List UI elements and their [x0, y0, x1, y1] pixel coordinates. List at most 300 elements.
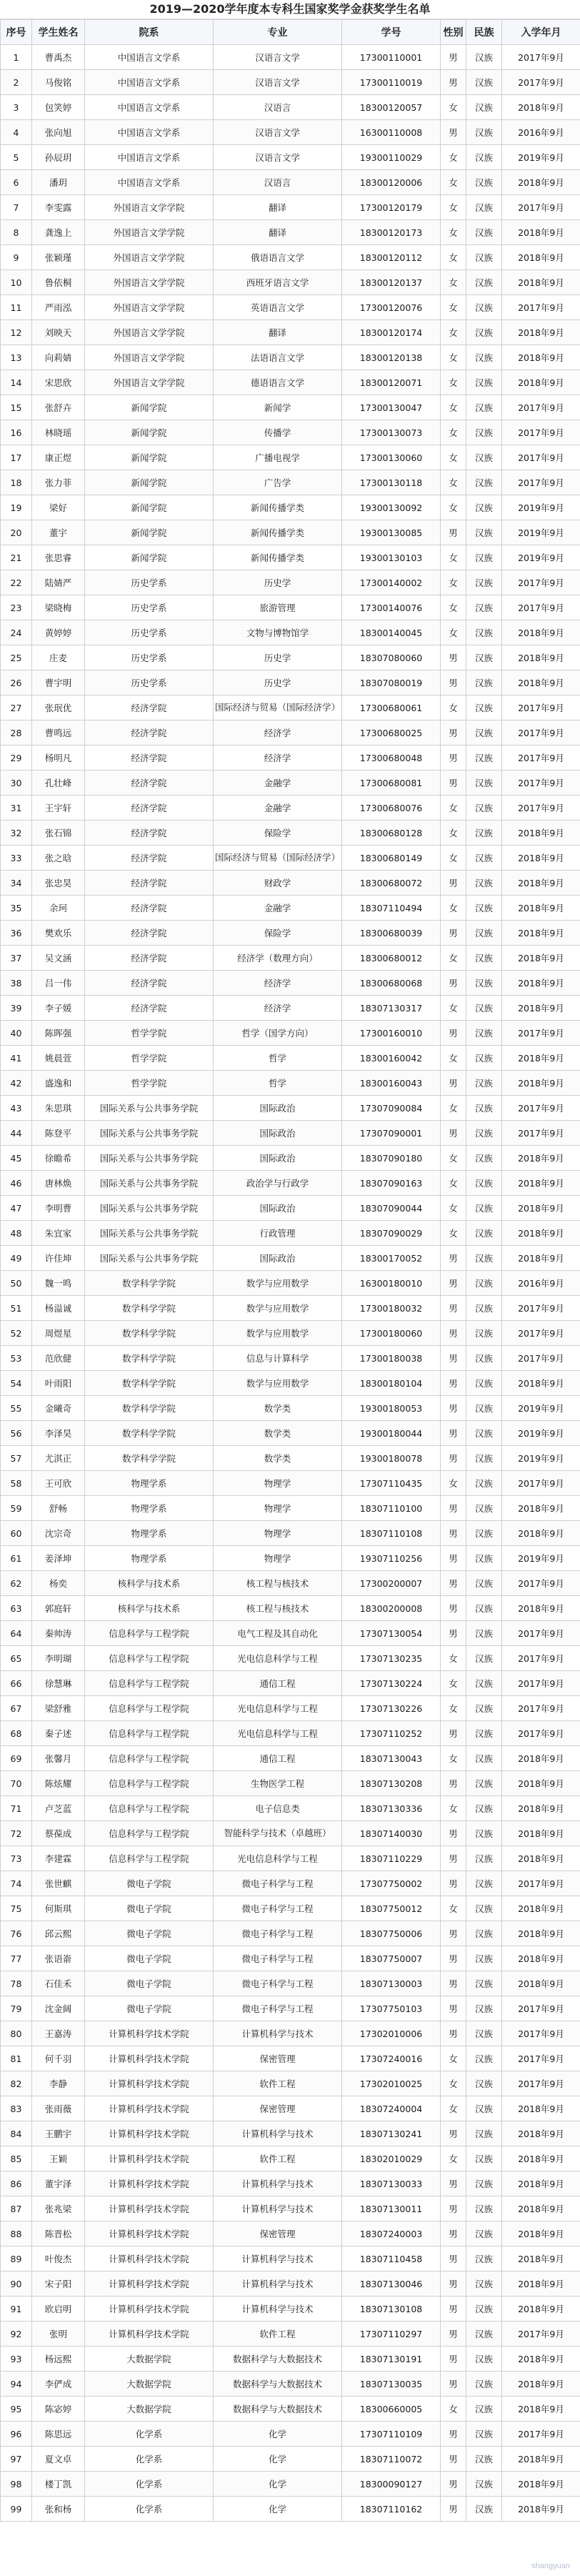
cell-major: 数学与应用数学: [214, 1296, 342, 1321]
cell-enrollment: 2018年9月: [502, 370, 580, 395]
cell-student-id: 18307110100: [342, 1496, 441, 1521]
cell-name: 张世麒: [32, 1871, 85, 1896]
cell-name: 孔壮峰: [32, 771, 85, 796]
cell-student-id: 19300110029: [342, 145, 441, 170]
cell-enrollment: 2018年9月: [502, 620, 580, 645]
cell-major: 广告学: [214, 470, 342, 495]
cell-name: 叶俊杰: [32, 2246, 85, 2272]
table-row: [1, 1496, 580, 1521]
cell-index: 49: [1, 1246, 32, 1271]
cell-department: 信息科学与工程学院: [85, 1796, 214, 1821]
cell-name: 曹鸣远: [32, 720, 85, 745]
cell-student-id: 18307750012: [342, 1896, 441, 1921]
cell-ethnicity: 汉族: [466, 1071, 502, 1096]
table-row: [1, 1671, 580, 1696]
cell-department: 外国语言文学学院: [85, 345, 214, 370]
cell-name: 张之晗: [32, 846, 85, 871]
cell-index: 39: [1, 996, 32, 1021]
cell-index: 38: [1, 971, 32, 996]
cell-department: 信息科学与工程学院: [85, 1746, 214, 1771]
cell-name: 秦子述: [32, 1721, 85, 1746]
cell-index: 36: [1, 921, 32, 946]
cell-department: 中国语言文学系: [85, 120, 214, 145]
cell-enrollment: 2017年9月: [502, 445, 580, 470]
cell-ethnicity: 汉族: [466, 2171, 502, 2196]
cell-student-id: 17307110435: [342, 1471, 441, 1496]
cell-ethnicity: 汉族: [466, 2372, 502, 2397]
cell-student-id: 18307130317: [342, 996, 441, 1021]
cell-name: 庄麦: [32, 645, 85, 670]
cell-name: 吴文涵: [32, 946, 85, 971]
cell-student-id: 18302010029: [342, 2146, 441, 2171]
cell-student-id: 19300130092: [342, 495, 441, 520]
cell-major: 保密管理: [214, 2096, 342, 2121]
table-row: [1, 2221, 580, 2246]
cell-major: 数学类: [214, 1446, 342, 1471]
cell-department: 国际关系与公共事务学院: [85, 1246, 214, 1271]
table-row: [1, 95, 580, 120]
cell-index: 61: [1, 1546, 32, 1571]
cell-major: 行政管理: [214, 1221, 342, 1246]
cell-enrollment: 2017年9月: [502, 2322, 580, 2347]
table-row: [1, 821, 580, 846]
cell-major: 文物与博物馆学: [214, 620, 342, 645]
cell-major: 金融学: [214, 796, 342, 821]
cell-major: 国际政治: [214, 1146, 342, 1171]
cell-department: 核科学与技术系: [85, 1571, 214, 1596]
table-row: [1, 220, 580, 245]
col-header-name: 学生姓名: [32, 20, 85, 45]
cell-department: 计算机科学技术学院: [85, 2322, 214, 2347]
cell-ethnicity: 汉族: [466, 420, 502, 445]
cell-student-id: 17307240016: [342, 2046, 441, 2071]
cell-name: 王鹏宇: [32, 2121, 85, 2146]
cell-department: 新闻学院: [85, 395, 214, 420]
cell-major: 光电信息科学与工程: [214, 1721, 342, 1746]
table-row: [1, 2322, 580, 2347]
table-row: [1, 1746, 580, 1771]
cell-gender: 女: [441, 695, 466, 720]
cell-enrollment: 2019年9月: [502, 1446, 580, 1471]
cell-student-id: 17307130235: [342, 1646, 441, 1671]
cell-name: 张力菲: [32, 470, 85, 495]
cell-major: 历史学: [214, 570, 342, 595]
cell-index: 67: [1, 1696, 32, 1721]
cell-department: 哲学学院: [85, 1046, 214, 1071]
cell-gender: 女: [441, 946, 466, 971]
cell-gender: 男: [441, 1121, 466, 1146]
cell-major: 汉语言文学: [214, 120, 342, 145]
cell-name: 张和杨: [32, 2497, 85, 2522]
cell-name: 王嘉涛: [32, 2021, 85, 2046]
cell-index: 93: [1, 2347, 32, 2372]
cell-index: 50: [1, 1271, 32, 1296]
cell-department: 新闻学院: [85, 520, 214, 545]
table-row: [1, 1196, 580, 1221]
table-row: [1, 1771, 580, 1796]
cell-enrollment: 2018年9月: [502, 245, 580, 270]
cell-gender: 男: [441, 2372, 466, 2397]
cell-enrollment: 2018年9月: [502, 1971, 580, 1996]
cell-student-id: 18307130336: [342, 1796, 441, 1821]
cell-enrollment: 2018年9月: [502, 270, 580, 295]
cell-name: 宋子阳: [32, 2272, 85, 2297]
cell-gender: 女: [441, 1671, 466, 1696]
cell-department: 经济学院: [85, 846, 214, 871]
cell-enrollment: 2018年9月: [502, 2397, 580, 2422]
cell-ethnicity: 汉族: [466, 695, 502, 720]
cell-major: 汉语言: [214, 170, 342, 195]
table-row: [1, 1046, 580, 1071]
cell-gender: 男: [441, 70, 466, 95]
cell-name: 叶雨阳: [32, 1371, 85, 1396]
cell-ethnicity: 汉族: [466, 2297, 502, 2322]
cell-enrollment: 2018年9月: [502, 846, 580, 871]
cell-department: 计算机科学技术学院: [85, 2121, 214, 2146]
cell-index: 4: [1, 120, 32, 145]
cell-student-id: 17307090001: [342, 1121, 441, 1146]
cell-index: 21: [1, 545, 32, 570]
table-body: [1, 45, 580, 2522]
cell-major: 通信工程: [214, 1746, 342, 1771]
cell-ethnicity: 汉族: [466, 1471, 502, 1496]
cell-gender: 男: [441, 720, 466, 745]
cell-ethnicity: 汉族: [466, 2347, 502, 2372]
cell-index: 98: [1, 2472, 32, 2497]
cell-student-id: 18300200008: [342, 1596, 441, 1621]
cell-name: 徐慧琳: [32, 1671, 85, 1696]
cell-gender: 女: [441, 1146, 466, 1171]
cell-department: 大数据学院: [85, 2397, 214, 2422]
cell-student-id: 18307140030: [342, 1821, 441, 1846]
cell-enrollment: 2018年9月: [502, 2121, 580, 2146]
table-row: [1, 2021, 580, 2046]
cell-ethnicity: 汉族: [466, 370, 502, 395]
cell-index: 35: [1, 896, 32, 921]
cell-enrollment: 2018年9月: [502, 2196, 580, 2221]
cell-major: 传播学: [214, 420, 342, 445]
cell-student-id: 17307110252: [342, 1721, 441, 1746]
cell-enrollment: 2018年9月: [502, 1146, 580, 1171]
cell-department: 大数据学院: [85, 2372, 214, 2397]
cell-student-id: 17307110109: [342, 2422, 441, 2447]
cell-major: 软件工程: [214, 2146, 342, 2171]
table-row: [1, 1096, 580, 1121]
cell-ethnicity: 汉族: [466, 1046, 502, 1071]
cell-student-id: 18307090180: [342, 1146, 441, 1171]
cell-gender: 女: [441, 445, 466, 470]
cell-name: 梁好: [32, 495, 85, 520]
cell-ethnicity: 汉族: [466, 1871, 502, 1896]
cell-major: 计算机科学与技术: [214, 2171, 342, 2196]
cell-name: 陈思远: [32, 2422, 85, 2447]
cell-department: 新闻学院: [85, 420, 214, 445]
cell-name: 林晓瑶: [32, 420, 85, 445]
table-row: [1, 1371, 580, 1396]
cell-name: 陈晖强: [32, 1021, 85, 1046]
table-row: [1, 2297, 580, 2322]
cell-student-id: 18300660005: [342, 2397, 441, 2422]
cell-ethnicity: 汉族: [466, 1321, 502, 1346]
cell-student-id: 18300680039: [342, 921, 441, 946]
cell-department: 计算机科学技术学院: [85, 2021, 214, 2046]
cell-major: 英语语言文学: [214, 295, 342, 320]
cell-department: 历史学系: [85, 620, 214, 645]
cell-major: 历史学: [214, 670, 342, 695]
cell-enrollment: 2017年9月: [502, 796, 580, 821]
cell-enrollment: 2017年9月: [502, 1871, 580, 1896]
cell-name: 李建霖: [32, 1846, 85, 1871]
cell-enrollment: 2018年9月: [502, 2347, 580, 2372]
cell-student-id: 17300680081: [342, 771, 441, 796]
cell-ethnicity: 汉族: [466, 520, 502, 545]
cell-department: 信息科学与工程学院: [85, 1621, 214, 1646]
cell-ethnicity: 汉族: [466, 1621, 502, 1646]
cell-index: 20: [1, 520, 32, 545]
cell-enrollment: 2018年9月: [502, 1746, 580, 1771]
cell-gender: 男: [441, 971, 466, 996]
cell-major: 国际政治: [214, 1246, 342, 1271]
cell-ethnicity: 汉族: [466, 1996, 502, 2021]
cell-name: 欧启明: [32, 2297, 85, 2322]
cell-department: 国际关系与公共事务学院: [85, 1221, 214, 1246]
cell-major: 保密管理: [214, 2046, 342, 2071]
cell-index: 45: [1, 1146, 32, 1171]
cell-gender: 女: [441, 495, 466, 520]
cell-department: 经济学院: [85, 796, 214, 821]
cell-student-id: 18307110162: [342, 2497, 441, 2522]
cell-student-id: 18307080019: [342, 670, 441, 695]
cell-department: 中国语言文学系: [85, 145, 214, 170]
cell-student-id: 19300130103: [342, 545, 441, 570]
cell-name: 董宇泽: [32, 2171, 85, 2196]
col-header-index: 序号: [1, 20, 32, 45]
cell-name: 邱云熙: [32, 1921, 85, 1946]
table-row: [1, 670, 580, 695]
cell-major: 广播电视学: [214, 445, 342, 470]
cell-enrollment: 2017年9月: [502, 2422, 580, 2447]
cell-gender: 女: [441, 170, 466, 195]
cell-gender: 女: [441, 570, 466, 595]
cell-major: 数据科学与大数据技术: [214, 2372, 342, 2397]
cell-index: 54: [1, 1371, 32, 1396]
cell-ethnicity: 汉族: [466, 1346, 502, 1371]
cell-student-id: 18307110108: [342, 1521, 441, 1546]
cell-name: 杨远熙: [32, 2347, 85, 2372]
cell-index: 51: [1, 1296, 32, 1321]
cell-major: 软件工程: [214, 2322, 342, 2347]
cell-index: 84: [1, 2121, 32, 2146]
cell-student-id: 18300090127: [342, 2472, 441, 2497]
cell-enrollment: 2018年9月: [502, 996, 580, 1021]
cell-index: 89: [1, 2246, 32, 2272]
cell-department: 信息科学与工程学院: [85, 1846, 214, 1871]
cell-department: 经济学院: [85, 695, 214, 720]
cell-ethnicity: 汉族: [466, 1371, 502, 1396]
cell-gender: 男: [441, 2347, 466, 2372]
cell-index: 56: [1, 1421, 32, 1446]
cell-major: 国际经济与贸易（国际经济学）: [214, 695, 342, 720]
cell-ethnicity: 汉族: [466, 771, 502, 796]
cell-enrollment: 2017年9月: [502, 1671, 580, 1696]
cell-student-id: 18307090029: [342, 1221, 441, 1246]
table-row: [1, 946, 580, 971]
cell-ethnicity: 汉族: [466, 570, 502, 595]
cell-name: 李明瑚: [32, 1646, 85, 1671]
cell-gender: 女: [441, 1896, 466, 1921]
cell-name: 龚逸上: [32, 220, 85, 245]
cell-enrollment: 2018年9月: [502, 2096, 580, 2121]
cell-student-id: 18307130108: [342, 2297, 441, 2322]
cell-name: 马俊铭: [32, 70, 85, 95]
cell-gender: 男: [441, 2272, 466, 2297]
cell-enrollment: 2018年9月: [502, 1221, 580, 1246]
table-row: [1, 1621, 580, 1646]
cell-department: 化学系: [85, 2447, 214, 2472]
cell-major: 计算机科学与技术: [214, 2297, 342, 2322]
cell-enrollment: 2017年9月: [502, 2046, 580, 2071]
cell-gender: 男: [441, 670, 466, 695]
table-row: [1, 1871, 580, 1896]
cell-index: 71: [1, 1796, 32, 1821]
cell-index: 6: [1, 170, 32, 195]
table-row: [1, 1946, 580, 1971]
cell-name: 范欣健: [32, 1346, 85, 1371]
cell-enrollment: 2018年9月: [502, 1821, 580, 1846]
table-row: [1, 1846, 580, 1871]
table-row: [1, 2422, 580, 2447]
cell-enrollment: 2017年9月: [502, 2021, 580, 2046]
cell-department: 微电子学院: [85, 1996, 214, 2021]
cell-major: 国际政治: [214, 1196, 342, 1221]
cell-gender: 女: [441, 1196, 466, 1221]
table-row: [1, 2497, 580, 2522]
cell-department: 物理学系: [85, 1521, 214, 1546]
cell-name: 郭庭轩: [32, 1596, 85, 1621]
cell-student-id: 18307130241: [342, 2121, 441, 2146]
cell-index: 63: [1, 1596, 32, 1621]
cell-name: 包笑婷: [32, 95, 85, 120]
cell-gender: 男: [441, 1871, 466, 1896]
cell-enrollment: 2018年9月: [502, 1521, 580, 1546]
cell-major: 微电子科学与工程: [214, 1946, 342, 1971]
cell-enrollment: 2016年9月: [502, 120, 580, 145]
cell-index: 97: [1, 2447, 32, 2472]
cell-ethnicity: 汉族: [466, 1021, 502, 1046]
cell-enrollment: 2018年9月: [502, 320, 580, 345]
cell-ethnicity: 汉族: [466, 1396, 502, 1421]
cell-name: 曹禹杰: [32, 45, 85, 70]
cell-name: 徐瞻希: [32, 1146, 85, 1171]
cell-major: 电气工程及其自动化: [214, 1621, 342, 1646]
cell-enrollment: 2018年9月: [502, 1071, 580, 1096]
cell-gender: 女: [441, 270, 466, 295]
cell-department: 物理学系: [85, 1546, 214, 1571]
cell-enrollment: 2018年9月: [502, 1921, 580, 1946]
cell-student-id: 18307130003: [342, 1971, 441, 1996]
cell-enrollment: 2018年9月: [502, 2447, 580, 2472]
cell-major: 旅游管理: [214, 595, 342, 620]
cell-student-id: 17307090084: [342, 1096, 441, 1121]
table-row: [1, 1696, 580, 1721]
cell-department: 微电子学院: [85, 1896, 214, 1921]
cell-gender: 女: [441, 2096, 466, 2121]
cell-name: 黄婷婷: [32, 620, 85, 645]
cell-name: 何千羽: [32, 2046, 85, 2071]
cell-name: 张语嵛: [32, 1946, 85, 1971]
cell-department: 化学系: [85, 2497, 214, 2522]
cell-index: 41: [1, 1046, 32, 1071]
cell-gender: 男: [441, 771, 466, 796]
cell-enrollment: 2018年9月: [502, 1896, 580, 1921]
cell-student-id: 18300680068: [342, 971, 441, 996]
cell-gender: 男: [441, 871, 466, 896]
cell-name: 向莉婧: [32, 345, 85, 370]
cell-student-id: 18307130033: [342, 2171, 441, 2196]
cell-enrollment: 2016年9月: [502, 1271, 580, 1296]
table-row: [1, 295, 580, 320]
cell-name: 舒畅: [32, 1496, 85, 1521]
cell-enrollment: 2019年9月: [502, 1396, 580, 1421]
cell-department: 数学科学学院: [85, 1446, 214, 1471]
cell-major: 数学类: [214, 1421, 342, 1446]
cell-major: 物理学: [214, 1546, 342, 1571]
table-row: [1, 2146, 580, 2171]
cell-department: 国际关系与公共事务学院: [85, 1171, 214, 1196]
cell-index: 9: [1, 245, 32, 270]
table-row: [1, 645, 580, 670]
cell-student-id: 17300130118: [342, 470, 441, 495]
cell-name: 李雯露: [32, 195, 85, 220]
cell-gender: 男: [441, 1346, 466, 1371]
cell-gender: 女: [441, 1796, 466, 1821]
cell-student-id: 17307130054: [342, 1621, 441, 1646]
cell-major: 光电信息科学与工程: [214, 1696, 342, 1721]
cell-gender: 女: [441, 395, 466, 420]
cell-student-id: 17300120076: [342, 295, 441, 320]
cell-enrollment: 2018年9月: [502, 1771, 580, 1796]
cell-index: 33: [1, 846, 32, 871]
cell-index: 68: [1, 1721, 32, 1746]
table-row: [1, 2171, 580, 2196]
cell-major: 俄语语言文学: [214, 245, 342, 270]
cell-department: 数学科学学院: [85, 1321, 214, 1346]
cell-student-id: 18300680072: [342, 871, 441, 896]
cell-name: 朱宜家: [32, 1221, 85, 1246]
cell-index: 34: [1, 871, 32, 896]
cell-name: 梁晓梅: [32, 595, 85, 620]
col-header-student-id: 学号: [342, 20, 441, 45]
watermark-text: shangyuan: [531, 2562, 570, 2570]
cell-name: 陈晋松: [32, 2221, 85, 2246]
cell-major: 微电子科学与工程: [214, 1971, 342, 1996]
table-row: [1, 1796, 580, 1821]
cell-department: 新闻学院: [85, 495, 214, 520]
cell-index: 83: [1, 2096, 32, 2121]
cell-gender: 女: [441, 595, 466, 620]
cell-student-id: 18307240004: [342, 2096, 441, 2121]
cell-name: 王可欣: [32, 1471, 85, 1496]
cell-department: 中国语言文学系: [85, 170, 214, 195]
cell-student-id: 17307110297: [342, 2322, 441, 2347]
cell-name: 刘映天: [32, 320, 85, 345]
cell-ethnicity: 汉族: [466, 70, 502, 95]
cell-gender: 女: [441, 420, 466, 445]
cell-department: 物理学系: [85, 1496, 214, 1521]
cell-enrollment: 2018年9月: [502, 1496, 580, 1521]
cell-major: 计算机科学与技术: [214, 2246, 342, 2272]
table-row: [1, 245, 580, 270]
